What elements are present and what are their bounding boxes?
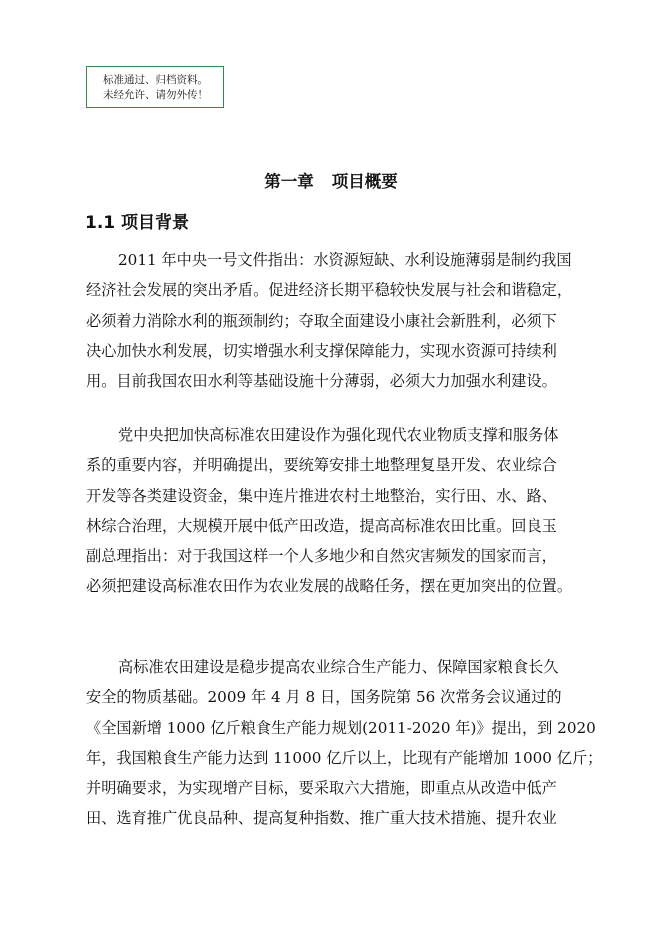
- section-title: 1.1 项目背景: [85, 213, 190, 233]
- archive-stamp: [86, 66, 224, 108]
- paragraph-2: [86, 420, 582, 602]
- paragraph-line: 必须把建设高标准农田作为农业发展的战略任务，摆在更加突出的位置。: [86, 577, 572, 596]
- stamp-line-2: 未经允许、请勿外传！: [103, 89, 208, 101]
- paragraph-line: 《全国新增 1000 亿斤粮食生产能力规划(2011-2020 年)》提出，到 2020: [86, 718, 596, 737]
- paragraph-line: 2011 年中央一号文件指出：水资源短缺、水利设施薄弱是制约我国: [118, 251, 572, 269]
- chapter-name: 项目概要: [331, 172, 398, 191]
- paragraph-3: [86, 652, 603, 834]
- paragraph-line: 系的重要内容，并明确提出，要统筹安排土地整理复垦开发、农业综合: [86, 456, 557, 475]
- paragraph-1: [86, 245, 582, 396]
- paragraph-line: 安全的物质基础。2009 年 4 月 8 日，国务院第 56 次常务会议通过的: [86, 688, 562, 707]
- paragraph-line: 党中央把加快高标准农田建设作为强化现代农业物质支撑和服务体: [118, 426, 559, 444]
- paragraph-line: 决心加快水利发展，切实增强水利支撑保障能力，实现水资源可持续利: [86, 341, 557, 360]
- chapter-title: [0, 168, 662, 192]
- paragraph-line: 高标准农田建设是稳步提高农业综合生产能力、保障国家粮食长久: [118, 658, 559, 676]
- chapter-number: 第一章: [264, 172, 314, 191]
- paragraph-line: 田、选育推广优良品种、提高复种指数、推广重大技术措施、提升农业: [86, 809, 557, 828]
- stamp-line-1: 标准通过、归档资料。: [103, 74, 208, 86]
- paragraph-line: 用。目前我国农田水利等基础设施十分薄弱，必须大力加强水利建设。: [86, 372, 557, 391]
- paragraph-line: 林综合治理，大规模开展中低产田改造，提高高标准农田比重。回良玉: [86, 516, 557, 535]
- paragraph-line: 副总理指出：对于我国这样一个人多地少和自然灾害频发的国家而言，: [86, 547, 557, 566]
- paragraph-line: 经济社会发展的突出矛盾。促进经济长期平稳较快发展与社会和谐稳定，: [86, 281, 572, 300]
- paragraph-line: 必须着力消除水利的瓶颈制约；夺取全面建设小康社会新胜利，必须下: [86, 311, 557, 330]
- paragraph-line: 年，我国粮食生产能力达到 11000 亿斤以上，比现有产能增加 1000 亿斤；: [86, 748, 603, 767]
- paragraph-line: 开发等各类建设资金，集中连片推进农村土地整治，实行田、水、路、: [86, 486, 557, 505]
- paragraph-line: 并明确要求，为实现增产目标，要采取六大措施，即重点从改造中低产: [86, 779, 557, 798]
